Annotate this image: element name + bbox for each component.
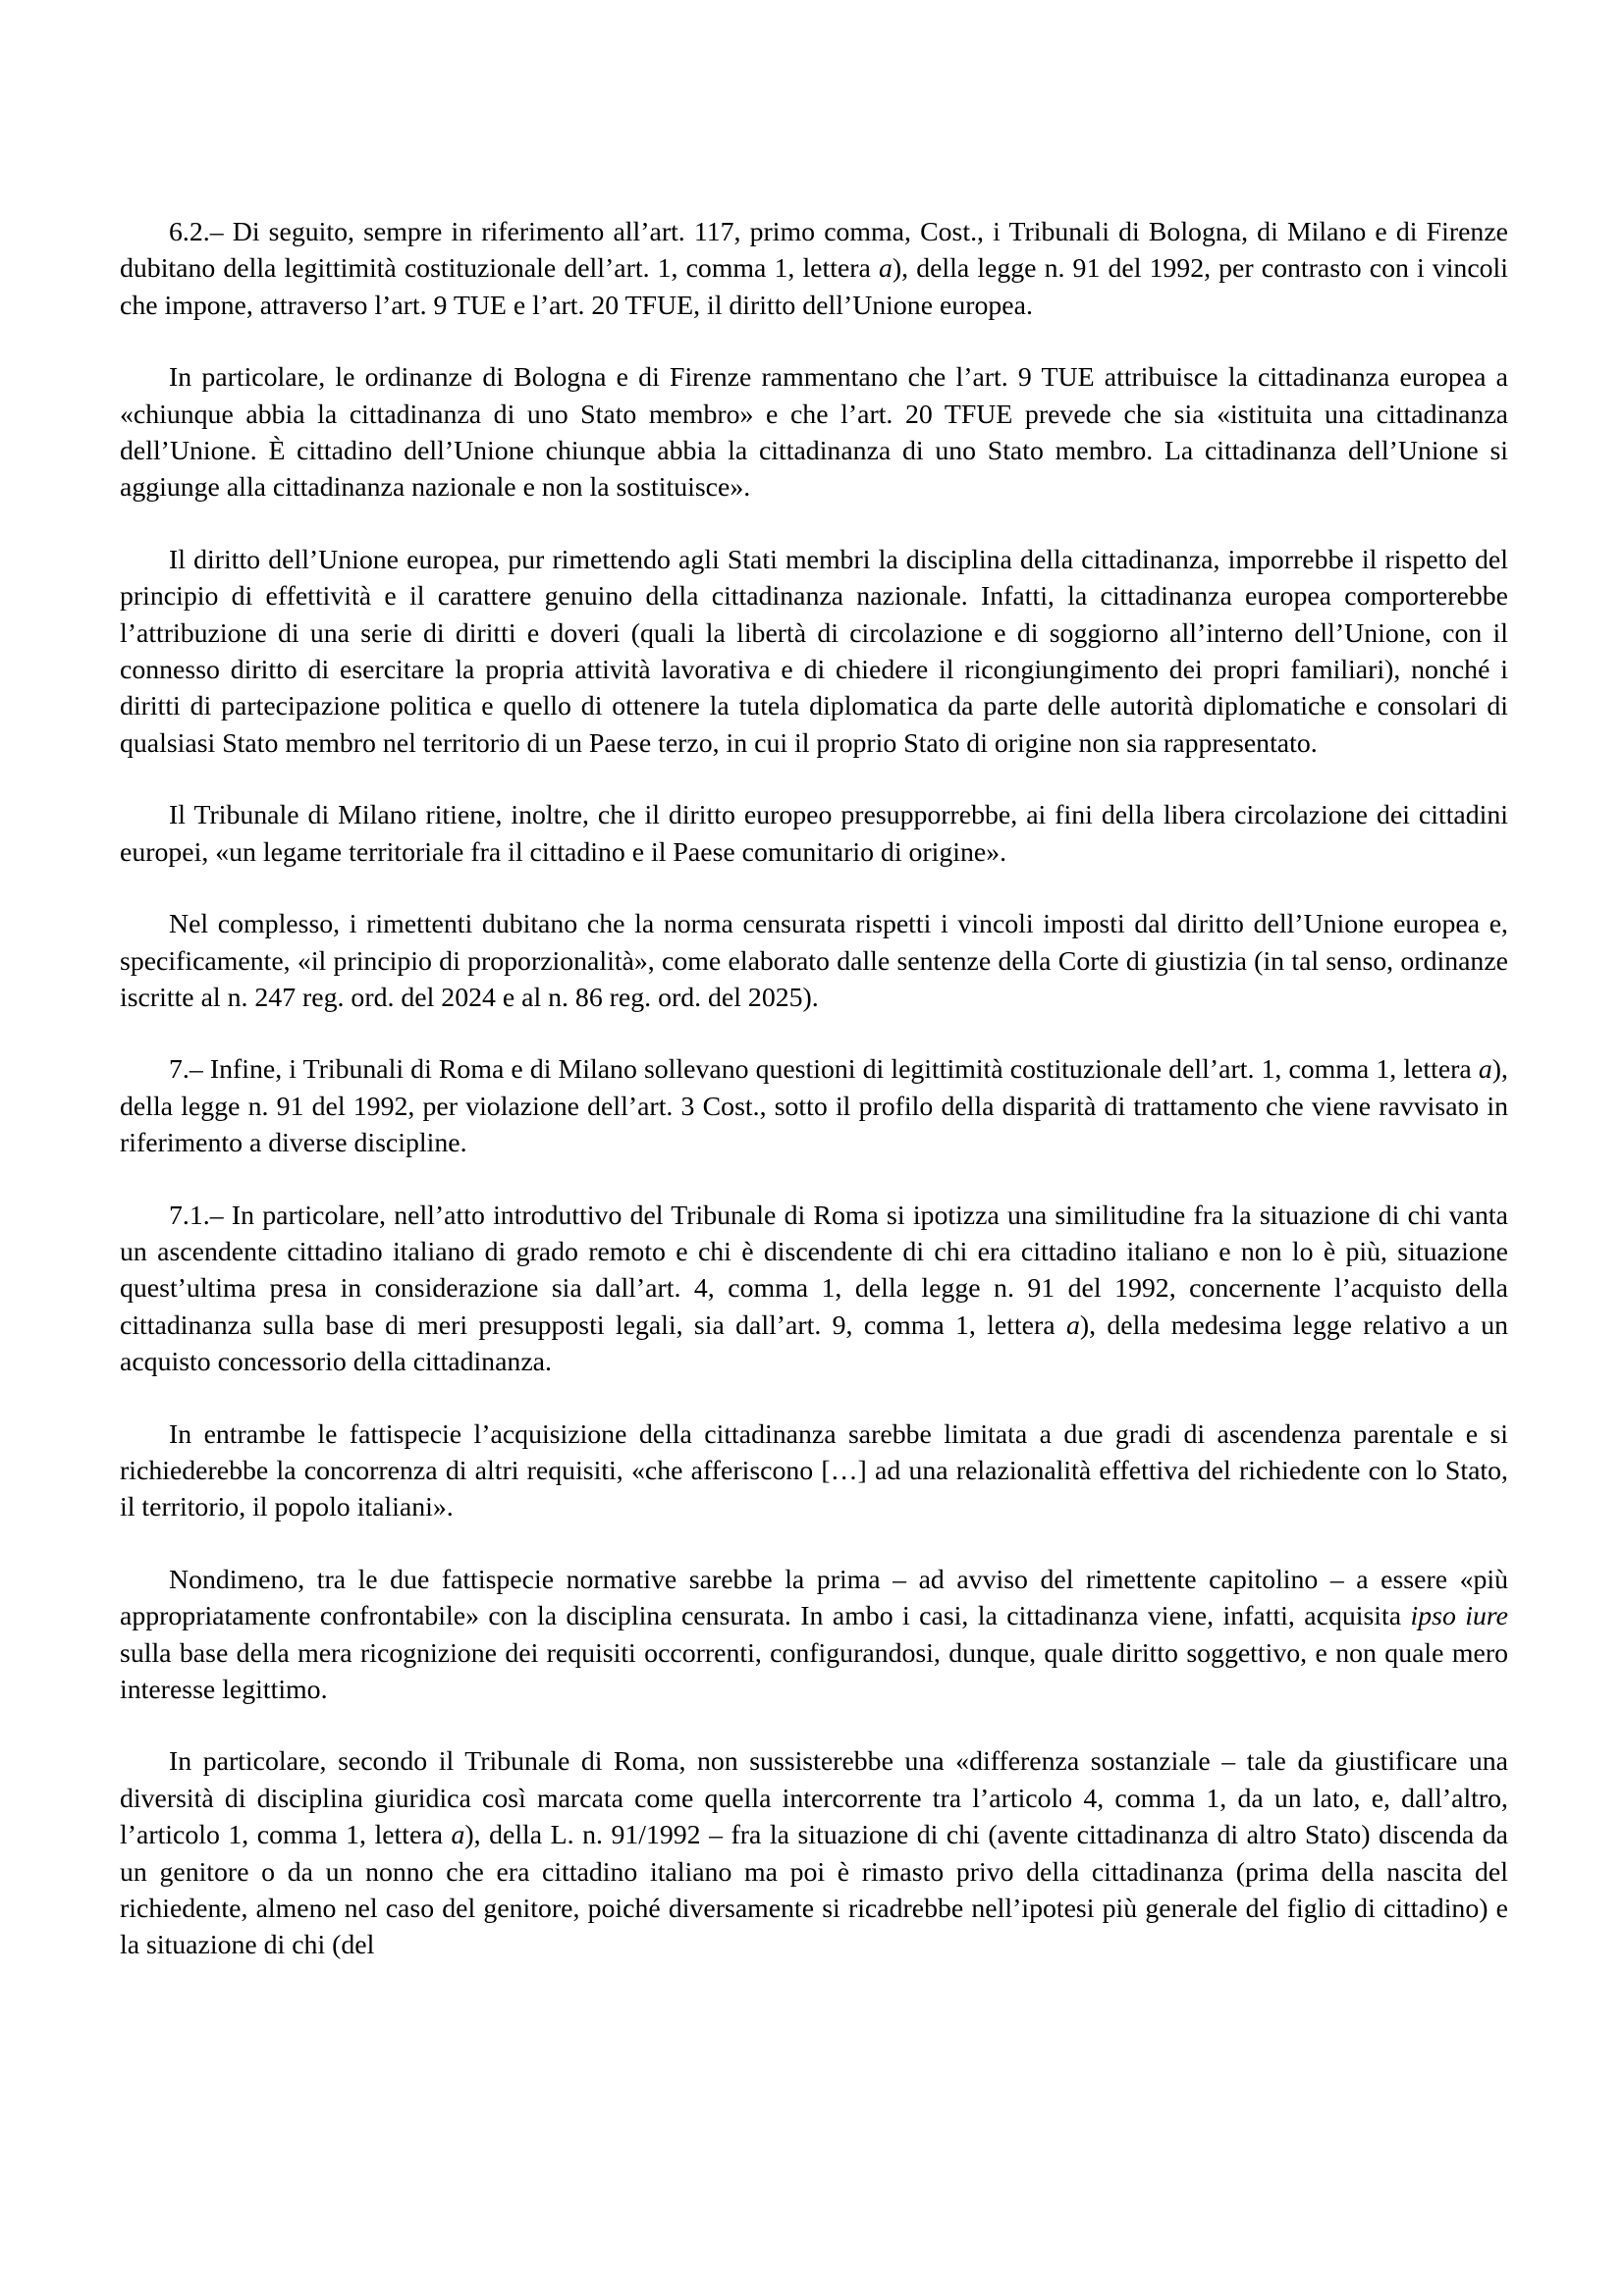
document-body (120, 214, 1508, 1964)
text-segment: 7.1.– In particolare, nell’atto introduttivo del Tribunale di Roma si ipotizza una similitudine fra la situazione di chi vanta un ascendente cittadino italiano di grado remoto e chi è discendente di chi era cittadino italiano e non lo è più, situazione quest’ultima presa in considerazione sia dall’art. 4, comma 1, della legge n. 91 del 1992, concernente l’acquisto della cittadinanza sulla base di meri presupposti legali, sia dall’art. 9, comma 1, lettera (120, 1200, 1508, 1341)
italic-text-segment: ipso iure (1410, 1601, 1509, 1632)
text-segment: Il diritto dell’Unione europea, pur rimettendo agli Stati membri la disciplina della cittadinanza, imporrebbe il rispetto del principio di effettività e il carattere genuino della cittadinanza nazionale. Infatti, la cittadinanza europea comporterebbe l’attribuzione di una serie di diritti e doveri (quali la libertà di circolazione e di soggiorno all’interno dell’Unione, con il connesso diritto di esercitare la propria attività lavorativa e di chiedere il ricongiungimento dei propri familiari), nonché i diritti di partecipazione politica e quello di ottenere la tutela diplomatica da parte delle autorità diplomatiche e consolari di qualsiasi Stato membro nel territorio di un Paese terzo, in cui il proprio Stato di origine non sia rappresentato. (120, 544, 1508, 759)
paragraph-p-nel-complesso (120, 906, 1508, 1016)
paragraph-p-entrambe (120, 1416, 1508, 1526)
text-segment: ), della legge n. 91 del 1992, per violazione dell’art. 3 Cost., sotto il profilo della disparità di trattamento che viene ravvisato in riferimento a diverse discipline. (120, 1054, 1508, 1159)
paragraph-p-ordinanze-bologna-firenze (120, 359, 1508, 507)
text-segment: ), della L. n. 91/1992 – fra la situazione di chi (avente cittadinanza di altro Stato) discenda da un genitore o da un nonno che era cittadino italiano ma poi è rimasto privo della cittadinanza (prima della nascita del richiedente, almeno nel caso del genitore, poiché diversamente si ricadrebbe nell’ipotesi più generale del figlio di cittadino) e la situazione di chi (del (120, 1820, 1508, 1961)
italic-text-segment: a (1478, 1054, 1492, 1086)
text-segment: sulla base della mera ricognizione dei requisiti occorrenti, configurandosi, dunque, quale diritto soggettivo, e non quale mero interesse legittimo. (120, 1637, 1508, 1705)
text-segment: ), della medesima legge relativo a un acquisto concessorio della cittadinanza. (120, 1309, 1508, 1378)
text-segment: ), della legge n. 91 del 1992, per contrasto con i vincoli che impone, attraverso l’art. 9 TUE e l’art. 20 TFUE, il diritto dell’Unione europea. (120, 253, 1508, 321)
paragraph-p-tribunale-milano (120, 797, 1508, 871)
paragraph-p-diritto-unione (120, 542, 1508, 762)
paragraph-p-6-2 (120, 214, 1508, 324)
paragraph-p-nondimeno (120, 1562, 1508, 1709)
text-segment: Il Tribunale di Milano ritiene, inoltre, che il diritto europeo presupporrebbe, ai fini della libera circolazione dei cittadini europei, «un legame territoriale fra il cittadino e il Paese comunitario di origine». (120, 800, 1508, 868)
text-segment: In particolare, le ordinanze di Bologna e di Firenze rammentano che l’art. 9 TUE attribuisce la cittadinanza europea a «chiunque abbia la cittadinanza di uno Stato membro» e che l’art. 20 TFUE prevede che sia «istituita una cittadinanza dell’Unione. È cittadino dell’Unione chiunque abbia la cittadinanza di uno Stato membro. La cittadinanza dell’Unione si aggiunge alla cittadinanza nazionale e non la sostituisce». (120, 362, 1508, 504)
italic-text-segment: a (451, 1820, 465, 1851)
italic-text-segment: a (878, 253, 893, 285)
paragraph-p-7 (120, 1051, 1508, 1161)
italic-text-segment: a (1065, 1309, 1080, 1341)
text-segment: In particolare, secondo il Tribunale di Roma, non sussisterebbe una «differenza sostanziale – tale da giustificare una diversità di disciplina giuridica così marcata come quella intercorrente tra l’articolo 4, comma 1, da un lato, e, dall’altro, l’articolo 1, comma 1, lettera (120, 1746, 1508, 1851)
text-segment: In entrambe le fattispecie l’acquisizione della cittadinanza sarebbe limitata a due gradi di ascendenza parentale e si richiederebbe la concorrenza di altri requisiti, «che afferiscono […] ad una relazionalità effettiva del richiedente con lo Stato, il territorio, il popolo italiani». (120, 1418, 1508, 1523)
text-segment: Nondimeno, tra le due fattispecie normative sarebbe la prima – ad avviso del rimettente capitolino – a essere «più appropriatamente confrontabile» con la disciplina censurata. In ambo i casi, la cittadinanza viene, infatti, acquisita (120, 1564, 1508, 1632)
text-segment: 6.2.– Di seguito, sempre in riferimento all’art. 117, primo comma, Cost., i Tribunali di Bologna, di Milano e di Firenze dubitano della legittimità costituzionale dell’art. 1, comma 1, lettera (120, 217, 1508, 285)
text-segment: 7.– Infine, i Tribunali di Roma e di Milano sollevano questioni di legittimità costituzionale dell’art. 1, comma 1, lettera (169, 1054, 1479, 1086)
paragraph-p-7-1 (120, 1198, 1508, 1381)
paragraph-p-tribunale-roma (120, 1743, 1508, 1963)
text-segment: Nel complesso, i rimettenti dubitano che la norma censurata rispetti i vincoli imposti dal diritto dell’Unione europea e, specificamente, «il principio di proporzionalità», come elaborato dalle sentenze della Corte di giustizia (in tal senso, ordinanze iscritte al n. 247 reg. ord. del 2024 e al n. 86 reg. ord. del 2025). (120, 909, 1508, 1013)
